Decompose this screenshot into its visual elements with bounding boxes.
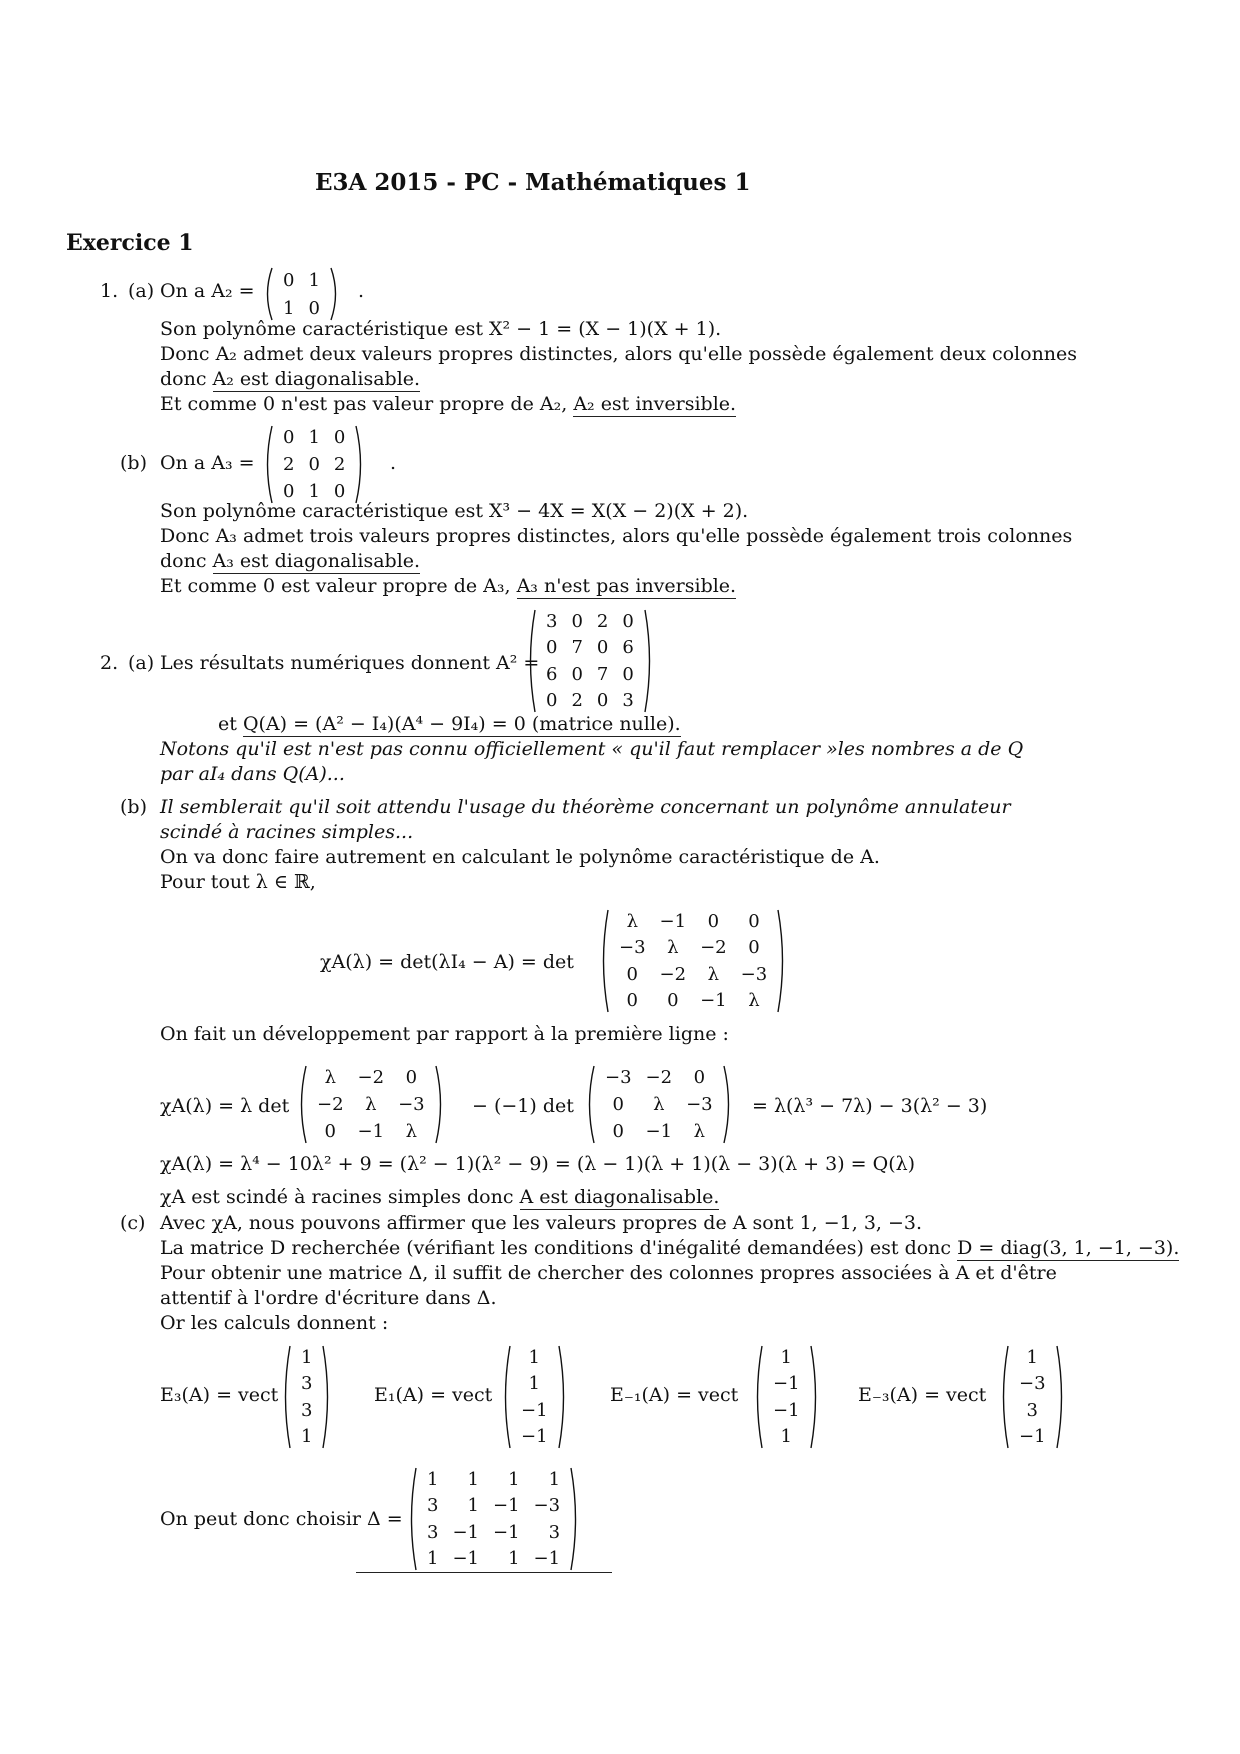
matrix-cell: −1	[659, 910, 687, 932]
matrix-cell: λ	[693, 1121, 706, 1142]
matrix-cell: −1	[645, 1121, 673, 1142]
matrix-row	[514, 1424, 555, 1451]
q1b-line3	[160, 550, 420, 572]
expansion-part1: χA(λ) = λ det	[160, 1095, 290, 1117]
right-parenthesis	[434, 1064, 446, 1145]
right-parenthesis	[329, 266, 341, 322]
matrix-cell: −3	[533, 1495, 561, 1517]
q2a-note2: par aI₄ dans Q(A)...	[160, 763, 345, 785]
left-parenthesis	[998, 1344, 1010, 1450]
q2b-development: On fait un développement par rapport à la première ligne :	[160, 1023, 729, 1045]
matrix-cell: 1	[308, 427, 320, 448]
q2c-line2-text: La matrice D recherchée (vérifiant les conditions d'inégalité demandées) est donc	[160, 1237, 952, 1259]
matrix-cell: 1	[528, 1373, 540, 1395]
matrix-cell: 0	[596, 637, 609, 659]
matrix-delta	[406, 1466, 581, 1572]
eigenvector-1	[500, 1344, 569, 1450]
matrix-cell: −2	[700, 937, 727, 959]
matrix-row	[598, 1091, 720, 1118]
matrix-row	[612, 908, 774, 935]
matrix-row	[1012, 1344, 1053, 1371]
matrix-row	[276, 266, 327, 294]
matrix-row	[310, 1118, 432, 1145]
matrix-cell: 0	[324, 1121, 336, 1142]
matrix-cell: −1	[773, 1399, 800, 1421]
q1a-end: .	[358, 280, 365, 302]
matrix-cell: 0	[622, 663, 634, 685]
matrix-cell: 0	[748, 910, 760, 932]
matrix-grid	[612, 908, 774, 1014]
q2b-note2: scindé à racines simples...	[160, 821, 414, 843]
right-parenthesis	[321, 1344, 333, 1450]
matrix-cell: −1	[493, 1495, 520, 1517]
q1a-line3	[160, 368, 420, 390]
matrix-row	[1012, 1371, 1053, 1398]
left-parenthesis	[262, 424, 274, 505]
matrix-row	[539, 635, 641, 662]
matrix-row	[276, 424, 352, 451]
q1a-label: (a)	[128, 280, 155, 302]
q2c-diag-conclusion: D = diag(3, 1, −1, −3).	[957, 1237, 1180, 1259]
matrix-cell: 3	[301, 1399, 313, 1421]
matrix-cell: 0	[283, 427, 295, 448]
matrix-cell: 0	[308, 454, 320, 475]
matrix-cell: 2	[283, 454, 295, 475]
q2c-line1: Avec χA, nous pouvons affirmer que les valeurs propres de A sont 1, −1, 3, −3.	[160, 1212, 923, 1234]
matrix-cell: 2	[571, 690, 583, 712]
matrix-cell: 3	[546, 610, 558, 632]
matrix-cell: 0	[283, 481, 295, 502]
matrix-cell: 0	[596, 690, 609, 712]
matrix-cell: λ	[405, 1121, 418, 1142]
q1b-line2: Donc A₃ admet trois valeurs propres distinctes, alors qu'elle possède également trois colonnes	[160, 525, 1073, 547]
left-parenthesis	[752, 1344, 764, 1450]
q1b-conclusion-diag: A₃ est diagonalisable.	[212, 550, 421, 572]
q2b-label: (b)	[120, 796, 147, 818]
left-parenthesis	[262, 266, 274, 322]
matrix-cell: 1	[467, 1495, 479, 1517]
matrix-row	[420, 1519, 567, 1546]
matrix-cell: −3	[1019, 1373, 1046, 1395]
left-parenthesis	[280, 1344, 292, 1450]
q1a-conclusion-diag: A₂ est diagonalisable.	[212, 368, 421, 390]
q2c-line3: Pour obtenir une matrice Δ, il suffit de chercher des colonnes propres associées à A et d'être	[160, 1262, 1057, 1284]
q1a-line4	[160, 393, 736, 415]
q1a-line3-text: donc	[160, 368, 207, 390]
matrix-grid	[766, 1344, 807, 1450]
q2a-note1: Notons qu'il est n'est pas connu officiellement « qu'il faut remplacer »les nombres a de Q	[160, 738, 1024, 760]
matrix-row	[294, 1397, 319, 1424]
matrix-cell: 1	[548, 1468, 561, 1490]
q2a-label: (a)	[128, 652, 155, 674]
matrix-row	[310, 1064, 432, 1091]
matrix-cell: −1	[1019, 1426, 1046, 1448]
matrix-cell: 0	[283, 269, 295, 291]
matrix-row	[514, 1397, 555, 1424]
q2a-line1-text: et	[218, 713, 237, 735]
matrix-chi	[598, 908, 788, 1014]
q1a-line4-text: Et comme 0 n'est pas valeur propre de A₂,	[160, 393, 568, 415]
matrix-row	[514, 1344, 555, 1371]
right-parenthesis	[776, 908, 788, 1014]
q1b-line4-text: Et comme 0 est valeur propre de A₃,	[160, 575, 511, 597]
matrix-cell: 2	[333, 454, 346, 475]
matrix-cell: −1	[452, 1548, 479, 1570]
matrix-cell: −1	[700, 990, 727, 1012]
q1b-intro: On a A₃ =	[160, 452, 255, 474]
matrix-cell: 3	[427, 1521, 439, 1543]
matrix-cell: 0	[622, 610, 634, 632]
matrix-cell: λ	[324, 1067, 336, 1088]
matrix-cell: 1	[1026, 1346, 1038, 1368]
q1a-line2: Donc A₂ admet deux valeurs propres distinctes, alors qu'elle possède également deux colonnes	[160, 343, 1078, 365]
matrix-cell: −1	[773, 1373, 800, 1395]
matrix-cell: −2	[357, 1067, 385, 1088]
matrix-cell: 6	[622, 637, 634, 659]
q2c-line2	[160, 1237, 1179, 1259]
left-parenthesis	[406, 1466, 418, 1572]
matrix-row	[310, 1091, 432, 1118]
matrix-cell: λ	[365, 1094, 377, 1115]
matrix-cell: 3	[1026, 1399, 1038, 1421]
matrix-cell: 0	[612, 1121, 624, 1142]
matrix-cell: λ	[707, 963, 720, 985]
left-parenthesis	[525, 608, 537, 714]
matrix-cell: −1	[357, 1121, 385, 1142]
matrix-cell: −3	[605, 1067, 632, 1088]
matrix-cell: 0	[571, 610, 583, 632]
q1b-line3-text: donc	[160, 550, 207, 572]
matrix-cell: 1	[508, 1468, 520, 1490]
matrix-cell: −3	[398, 1094, 425, 1115]
q2b-conclusion: A est diagonalisable.	[519, 1186, 720, 1208]
expansion-part3: = λ(λ³ − 7λ) − 3(λ² − 3)	[752, 1095, 988, 1117]
q1a-conclusion-inv: A₂ est inversible.	[573, 393, 737, 415]
matrix-cell: 0	[308, 297, 320, 319]
minor-matrix-1	[296, 1064, 446, 1145]
matrix-cell: 1	[427, 1548, 439, 1570]
matrix-cell: 1	[301, 1426, 313, 1448]
q2a-line1	[218, 713, 681, 735]
matrix-row	[598, 1064, 720, 1091]
left-parenthesis	[500, 1344, 512, 1450]
eigenspace-m3-label: E₋₃(A) = vect	[858, 1384, 987, 1406]
matrix-cell: 1	[467, 1468, 479, 1490]
matrix-cell: 2	[596, 610, 609, 632]
matrix-cell: 1	[427, 1468, 439, 1490]
matrix-cell: −2	[317, 1094, 344, 1115]
matrix-cell: 6	[546, 663, 558, 685]
matrix-cell: 1	[780, 1346, 792, 1368]
matrix-cell: −3	[686, 1094, 713, 1115]
minor-matrix-2	[584, 1064, 734, 1145]
matrix-row	[1012, 1424, 1053, 1451]
matrix-cell: 0	[333, 481, 346, 502]
matrix-cell: 0	[626, 963, 638, 985]
delta-underline	[356, 1572, 612, 1573]
matrix-cell: 1	[508, 1548, 520, 1570]
q2c-line5: Or les calculs donnent :	[160, 1312, 389, 1334]
q1b-line4	[160, 575, 736, 597]
matrix-cell: 0	[707, 910, 720, 932]
q1b-label: (b)	[120, 452, 147, 474]
matrix-row	[539, 661, 641, 688]
q1b-line1: Son polynôme caractéristique est X³ − 4X = X(X − 2)(X + 2).	[160, 500, 749, 522]
q2-number: 2.	[100, 652, 119, 674]
q1b-conclusion-inv: A₃ n'est pas inversible.	[516, 575, 737, 597]
matrix-cell: 0	[405, 1067, 418, 1088]
matrix-row	[598, 1118, 720, 1145]
matrix-cell: 0	[667, 990, 679, 1012]
left-parenthesis	[584, 1064, 596, 1145]
matrix-cell: 7	[571, 637, 583, 659]
matrix-row	[514, 1371, 555, 1398]
q1a-line1: Son polynôme caractéristique est X² − 1 = (X − 1)(X + 1).	[160, 318, 722, 340]
matrix-a3	[262, 424, 366, 505]
matrix-cell: −3	[619, 937, 646, 959]
right-parenthesis	[354, 424, 366, 505]
matrix-a2	[262, 266, 341, 322]
matrix-cell: 3	[301, 1373, 313, 1395]
matrix-cell: 0	[693, 1067, 706, 1088]
chi-definition: χA(λ) = det(λI₄ − A) = det	[320, 951, 574, 973]
matrix-cell: 0	[748, 937, 760, 959]
matrix-cell: −1	[521, 1399, 548, 1421]
matrix-row	[612, 961, 774, 988]
matrix-cell: 1	[283, 297, 295, 319]
matrix-row	[766, 1397, 807, 1424]
matrix-a-squared	[525, 608, 655, 714]
matrix-grid	[276, 266, 327, 322]
matrix-row	[539, 608, 641, 635]
matrix-cell: 1	[301, 1346, 313, 1368]
matrix-row	[766, 1344, 807, 1371]
chi-factorization: χA(λ) = λ⁴ − 10λ² + 9 = (λ² − 1)(λ² − 9) = (λ − 1)(λ + 1)(λ − 3)(λ + 3) = Q(λ)	[160, 1153, 916, 1175]
q1a-intro: On a A₂ =	[160, 280, 255, 302]
right-parenthesis	[809, 1344, 821, 1450]
q1b-end: .	[390, 452, 397, 474]
matrix-row	[420, 1493, 567, 1520]
matrix-grid	[598, 1064, 720, 1145]
matrix-grid	[1012, 1344, 1053, 1450]
exercise-heading: Exercice 1	[66, 230, 194, 256]
matrix-cell: λ	[667, 937, 679, 959]
left-parenthesis	[598, 908, 610, 1014]
q1-number: 1.	[100, 280, 119, 302]
matrix-cell: −1	[493, 1521, 520, 1543]
q2c-line4: attentif à l'ordre d'écriture dans Δ.	[160, 1287, 497, 1309]
matrix-cell: 3	[622, 690, 634, 712]
q2a-conclusion: Q(A) = (A² − I₄)(A⁴ − 9I₄) = 0 (matrice nulle).	[242, 713, 681, 735]
right-parenthesis	[1055, 1344, 1067, 1450]
matrix-cell: 0	[546, 690, 558, 712]
page-title: E3A 2015 - PC - Mathématiques 1	[315, 169, 751, 196]
matrix-cell: 1	[308, 481, 320, 502]
eigenspace-m1-label: E₋₁(A) = vect	[610, 1384, 739, 1406]
matrix-cell: 0	[612, 1094, 624, 1115]
matrix-cell: −1	[521, 1426, 548, 1448]
matrix-cell: λ	[626, 910, 638, 932]
eigenspace-3-label: E₃(A) = vect	[160, 1384, 279, 1406]
matrix-cell: λ	[653, 1094, 665, 1115]
matrix-grid	[276, 424, 352, 505]
expansion-part2: − (−1) det	[472, 1095, 574, 1117]
eigenvector-m1	[752, 1344, 821, 1450]
matrix-grid	[539, 608, 641, 714]
matrix-cell: 0	[333, 427, 346, 448]
matrix-cell: 0	[626, 990, 638, 1012]
matrix-cell: 7	[596, 663, 609, 685]
right-parenthesis	[569, 1466, 581, 1572]
matrix-cell: λ	[748, 990, 760, 1012]
right-parenthesis	[643, 608, 655, 714]
matrix-cell: 0	[571, 663, 583, 685]
matrix-cell: 1	[780, 1426, 792, 1448]
matrix-row	[612, 988, 774, 1015]
matrix-row	[294, 1424, 319, 1451]
q2c-final-text: On peut donc choisir Δ =	[160, 1508, 403, 1530]
right-parenthesis	[722, 1064, 734, 1145]
matrix-row	[420, 1546, 567, 1573]
q2c-label: (c)	[120, 1212, 146, 1234]
matrix-grid	[294, 1344, 319, 1450]
matrix-row	[294, 1371, 319, 1398]
matrix-row	[766, 1371, 807, 1398]
q2b-conclusion-line	[160, 1186, 719, 1208]
matrix-row	[1012, 1397, 1053, 1424]
matrix-cell: 3	[427, 1495, 439, 1517]
matrix-cell: 1	[308, 269, 320, 291]
matrix-grid	[514, 1344, 555, 1450]
q2b-line2: Pour tout λ ∈ ℝ,	[160, 871, 316, 893]
matrix-cell: 1	[528, 1346, 540, 1368]
matrix-row	[294, 1344, 319, 1371]
right-parenthesis	[557, 1344, 569, 1450]
left-parenthesis	[296, 1064, 308, 1145]
matrix-grid	[310, 1064, 432, 1145]
q2b-line1: On va donc faire autrement en calculant le polynôme caractéristique de A.	[160, 846, 880, 868]
matrix-cell: −2	[659, 963, 687, 985]
eigenvector-3	[280, 1344, 333, 1450]
matrix-row	[539, 688, 641, 715]
matrix-row	[420, 1466, 567, 1493]
matrix-grid	[420, 1466, 567, 1572]
matrix-cell: 3	[548, 1521, 561, 1543]
matrix-row	[612, 935, 774, 962]
eigenspace-1-label: E₁(A) = vect	[374, 1384, 493, 1406]
q2b-conclusion-text: χA est scindé à racines simples donc	[160, 1186, 514, 1208]
q2a-intro: Les résultats numériques donnent A² =	[160, 652, 540, 674]
matrix-row	[766, 1424, 807, 1451]
matrix-cell: −3	[740, 963, 768, 985]
matrix-row	[276, 451, 352, 478]
matrix-cell: −2	[645, 1067, 673, 1088]
eigenvector-m3	[998, 1344, 1067, 1450]
matrix-cell: 0	[546, 637, 558, 659]
q2b-note1: Il semblerait qu'il soit attendu l'usage du théorème concernant un polynôme annulateur	[160, 796, 1011, 818]
matrix-cell: −1	[452, 1521, 479, 1543]
matrix-cell: −1	[533, 1548, 561, 1570]
